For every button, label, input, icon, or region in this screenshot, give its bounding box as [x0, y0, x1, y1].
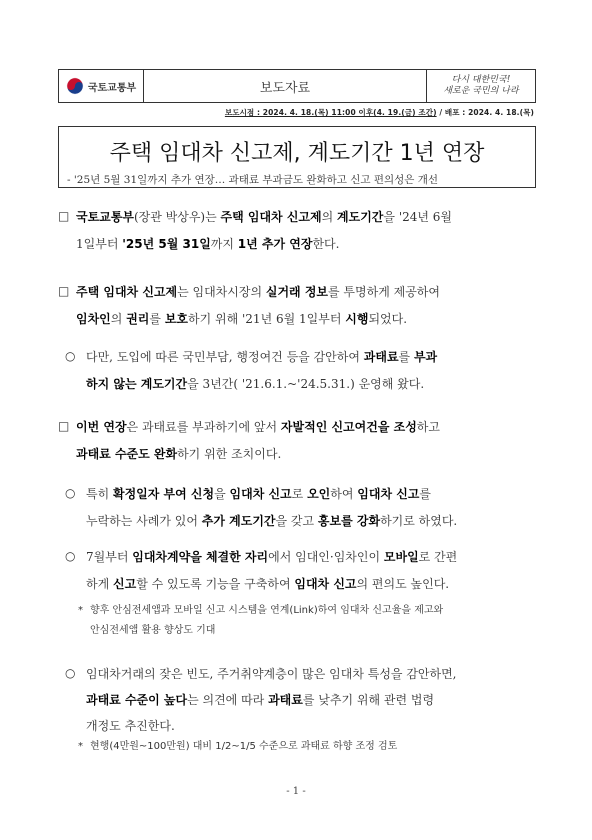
body-text: 를 낮추기 위해 관련 법령 — [302, 693, 435, 707]
square-bullet: □ — [58, 209, 70, 223]
emphasis-text: 추가 계도기간 — [201, 514, 276, 528]
body-text: 을 3년간( '21.6.1.~'24.5.31.) 운영해 왔다. — [187, 377, 425, 391]
slogan-line-2: 새로운 국민의 나라 — [443, 86, 519, 96]
body-text: (장관 박상우)는 — [133, 210, 221, 224]
emphasis-text: 모바일 — [383, 550, 419, 564]
paragraph-4-line-1 — [76, 415, 440, 440]
body-text: 하여 — [330, 487, 358, 501]
body-text: 을 — [214, 487, 230, 501]
paragraph-7-line-1 — [86, 662, 457, 687]
paragraph-6-line-2 — [86, 572, 449, 597]
square-bullet: □ — [58, 284, 70, 298]
emphasis-text: 과태료 수준이 높다 — [86, 693, 188, 707]
emphasis-text: 1년 추가 연장 — [237, 237, 313, 251]
emphasis-text: 실거래 정보 — [265, 285, 329, 299]
release-separator: / — [436, 108, 445, 117]
emphasis-text: 임대차계약을 체결한 자리 — [132, 550, 269, 564]
paragraph-5-line-1 — [86, 482, 431, 507]
doc-type-label: 보도자료 — [259, 80, 311, 96]
emphasis-text: 임대차 신고 — [357, 487, 420, 501]
body-text: 의 — [110, 312, 127, 326]
ministry-logo — [59, 70, 144, 102]
body-text: 다만, 도입에 따른 국민부담, 행정여건 등을 감안하여 — [86, 350, 364, 364]
paragraph-1-line-2 — [76, 232, 339, 257]
body-text: 의 — [321, 210, 338, 224]
emphasis-text: 계도기간 — [337, 210, 384, 224]
emphasis-text: 하지 않는 계도기간 — [86, 377, 188, 391]
page-number: - 1 - — [286, 786, 306, 797]
body-text: 에서 임대인·임차인이 — [268, 550, 384, 564]
paragraph-2-line-1 — [76, 280, 440, 305]
body-text: 로 — [291, 487, 308, 501]
body-text: 는 임대차시장의 — [177, 285, 266, 299]
emphasis-text: 확정일자 부여 신청 — [113, 487, 215, 501]
release-info — [225, 107, 534, 118]
paragraph-3-line-2 — [86, 372, 424, 397]
emphasis-text: 임차인 — [76, 312, 111, 326]
body-text: 을 갖고 — [275, 514, 318, 528]
title-box — [58, 126, 536, 188]
circle-bullet: ○ — [65, 666, 76, 680]
body-text: 를 — [149, 312, 165, 326]
paragraph-5-line-2 — [86, 509, 457, 534]
paragraph-7-line-3 — [86, 714, 175, 739]
body-text: 되었다. — [368, 312, 408, 326]
body-text: 하기 위해 '21년 6월 1일부터 — [188, 312, 346, 326]
body-text: 하기로 하였다. — [380, 514, 458, 528]
body-text: 특히 — [86, 487, 113, 501]
government-slogan — [426, 70, 535, 102]
body-text: 의 편의도 높인다. — [356, 577, 450, 591]
footnote-2: 현행(4만원~100만원) 대비 1/2~1/5 수준으로 과태료 하향 조정 검토 — [90, 741, 398, 752]
body-text: 을 '24년 6월 — [383, 210, 453, 224]
distribution-date: 배포 : 2024. 4. 18.(목) — [444, 108, 534, 117]
footnote-1-line-2: 안심전세앱 활용 향상도 기대 — [90, 625, 216, 636]
paragraph-4-line-2 — [76, 442, 281, 467]
emphasis-text: 과태료 — [268, 693, 303, 707]
emphasis-text: 주택 임대차 신고제 — [76, 285, 178, 299]
body-text: 개정도 추진한다. — [86, 719, 175, 733]
ministry-name: 국토교통부 — [87, 82, 137, 94]
emphasis-text: 시행 — [345, 312, 369, 326]
paragraph-7-line-2 — [86, 688, 434, 713]
circle-bullet: ○ — [65, 349, 76, 363]
emphasis-text: 권리 — [126, 312, 150, 326]
body-text: 하게 — [86, 577, 113, 591]
emphasis-text: 주택 임대차 신고제 — [220, 210, 322, 224]
emphasis-text: 홍보를 강화 — [317, 514, 381, 528]
paragraph-2-line-2 — [76, 307, 407, 332]
body-text: 누락하는 사례가 있어 — [86, 514, 202, 528]
body-text: 를 투명하게 제공하여 — [328, 285, 440, 299]
press-release-header — [58, 69, 536, 103]
paragraph-6-line-1 — [86, 545, 457, 570]
body-text: 할 수 있도록 기능을 구축하여 — [136, 577, 295, 591]
paragraph-1-line-1 — [76, 205, 452, 230]
slogan-line-1: 다시 대한민국! — [451, 75, 511, 85]
emphasis-text: 임대차 신고 — [294, 577, 357, 591]
emphasis-text: 과태료 — [363, 350, 399, 364]
footnote-1-line-1: 향후 안심전세앱과 모바일 신고 시스템을 연계(Link)하여 임대차 신고율을 제고와 — [90, 605, 444, 616]
body-text: 를 — [419, 487, 431, 501]
asterisk-marker: * — [78, 741, 83, 752]
emphasis-text: 과태료 수준도 완화 — [76, 447, 178, 461]
circle-bullet: ○ — [65, 549, 76, 563]
embargo-time: 보도시점 : 2024. 4. 18.(목) 11:00 이후(4. 19.(금) 조간) — [224, 108, 437, 117]
asterisk-marker: * — [78, 605, 83, 616]
body-text: 1일부터 — [76, 237, 123, 251]
sub-headline: - '25년 5월 31일까지 추가 연장… 과태료 부과금도 완화하고 신고 편의성은 개선 — [67, 174, 439, 186]
paragraph-3-line-1 — [86, 345, 437, 370]
taegeuk-emblem-icon — [66, 77, 84, 95]
emphasis-text: 오인 — [307, 487, 331, 501]
emphasis-text: 이번 연장 — [76, 420, 127, 434]
body-text: 한다. — [312, 237, 340, 251]
emphasis-text: 보호 — [164, 312, 188, 326]
emphasis-text: 신고 — [113, 577, 137, 591]
square-bullet: □ — [58, 419, 70, 433]
body-text: 를 — [398, 350, 414, 364]
body-text: 까지 — [210, 237, 238, 251]
emphasis-text: '25년 5월 31일 — [122, 237, 211, 251]
body-text: 임대차거래의 잦은 빈도, 주거취약계층이 많은 임대차 특성을 감안하면, — [86, 667, 457, 681]
body-text: 는 의견에 따라 — [187, 693, 269, 707]
body-text: 7월부터 — [86, 550, 133, 564]
body-text: 은 과태료를 부과하기에 앞서 — [126, 420, 281, 434]
emphasis-text: 국토교통부 — [76, 210, 134, 224]
headline: 주택 임대차 신고제, 계도기간 1년 연장 — [109, 141, 485, 166]
body-text: 하기 위한 조치이다. — [177, 447, 282, 461]
emphasis-text: 임대차 신고 — [229, 487, 292, 501]
emphasis-text: 자발적인 신고여건을 조성 — [280, 420, 417, 434]
body-text: 로 간편 — [418, 550, 458, 564]
emphasis-text: 부과 — [413, 350, 438, 364]
body-text: 하고 — [416, 420, 440, 434]
circle-bullet: ○ — [65, 486, 76, 500]
